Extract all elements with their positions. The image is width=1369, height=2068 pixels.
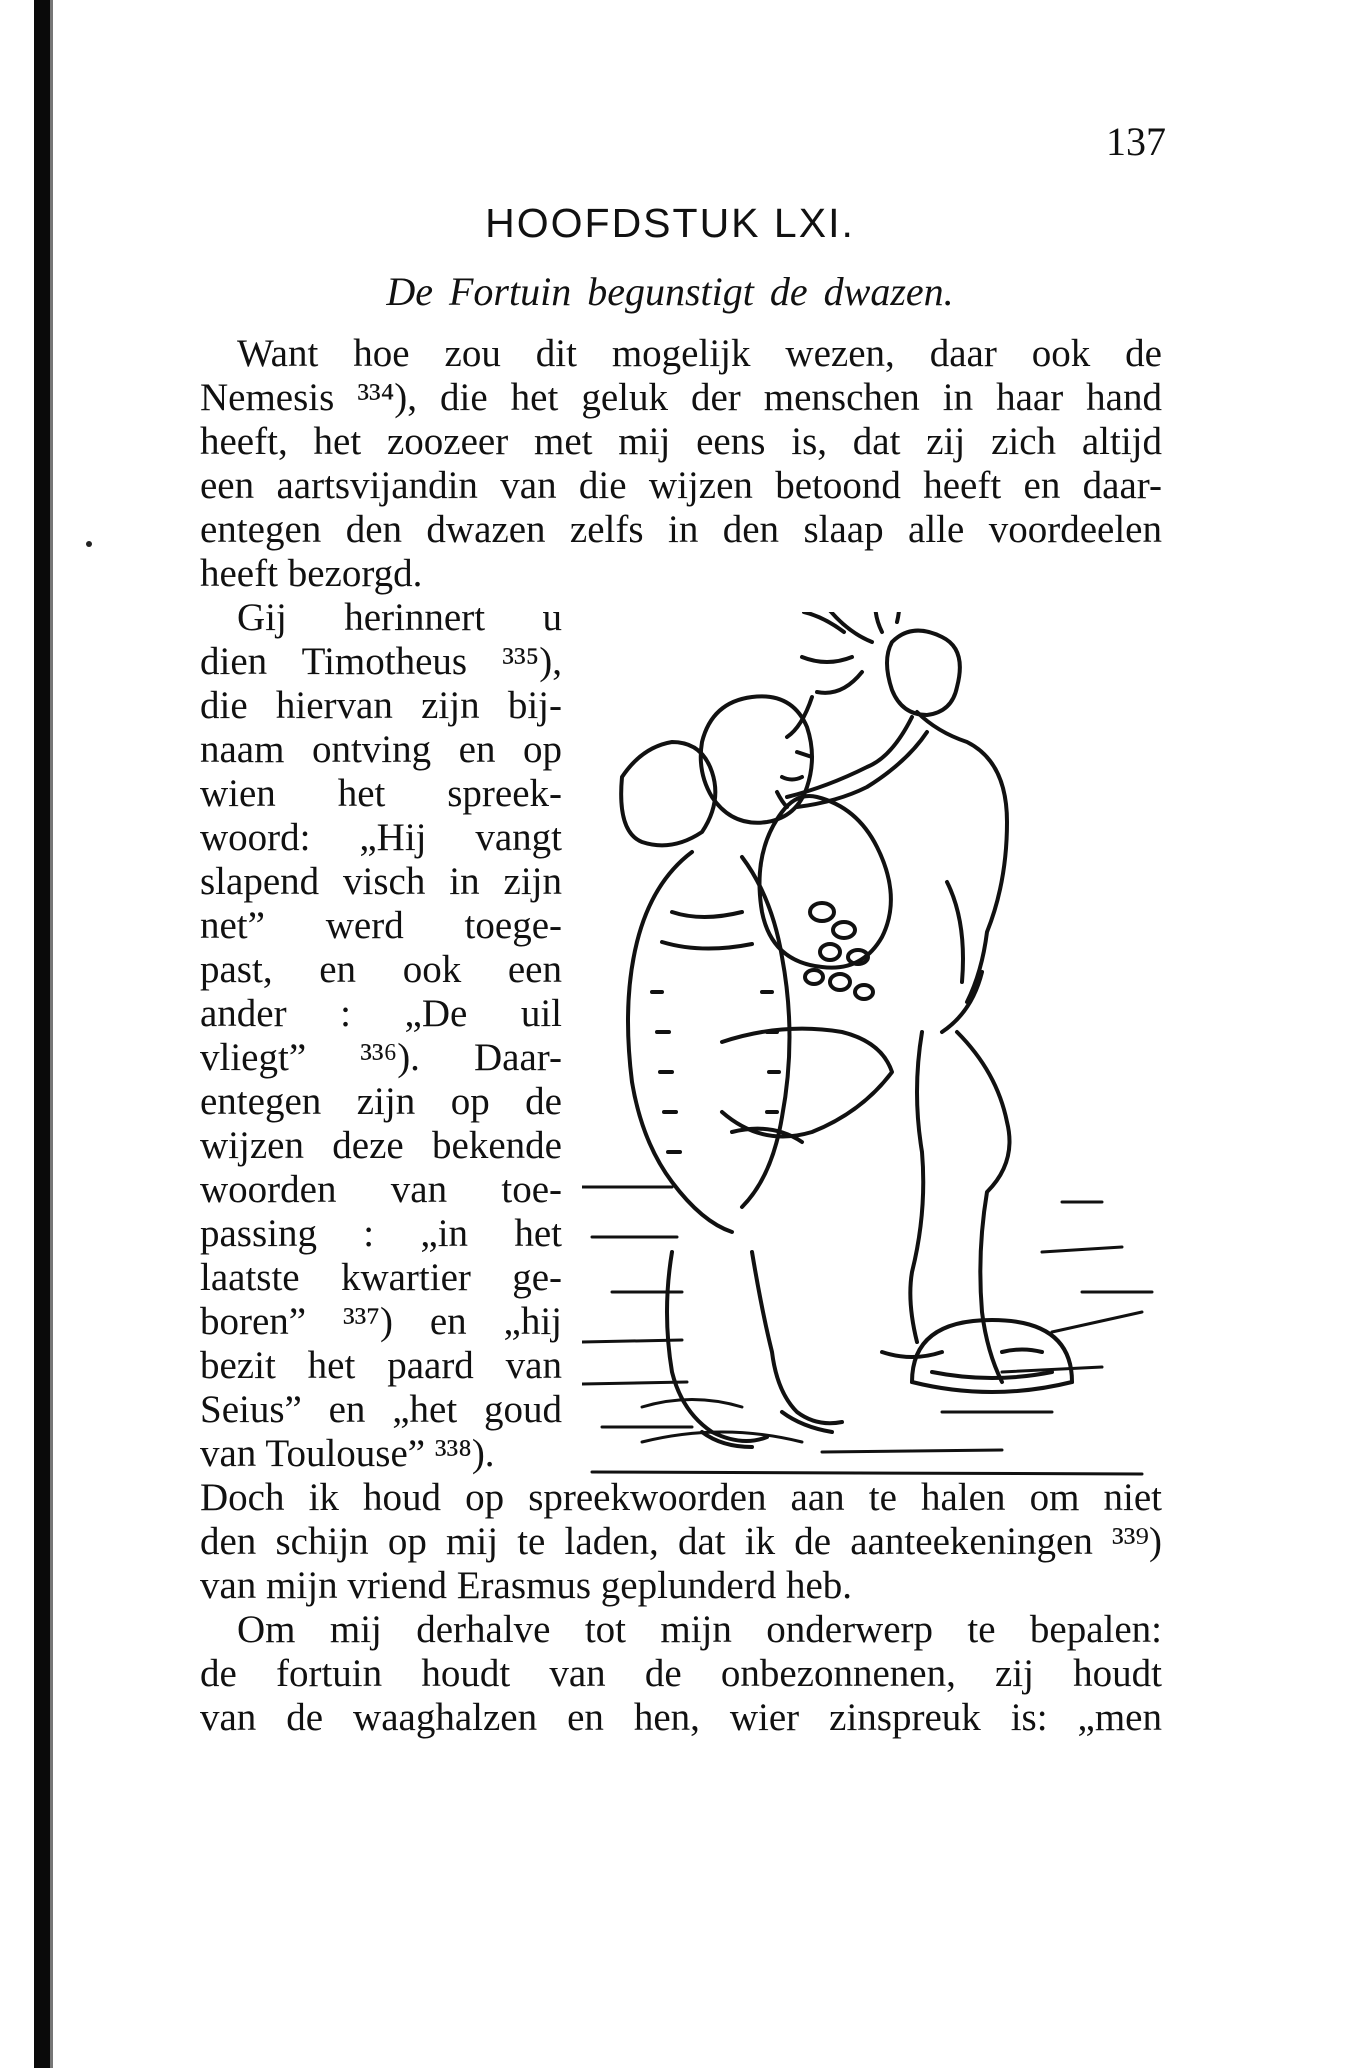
text-line: wijzen deze bekende	[200, 1124, 562, 1167]
text-line: heeft, het zoozeer met mij eens is, dat zij zich altijd	[200, 420, 1162, 463]
text-line: boren” ³³⁷) en „hij	[200, 1300, 562, 1343]
text-line: wien het spreek-	[200, 772, 562, 815]
page-number: 137	[1106, 119, 1166, 164]
text-line: Gij herinnert u	[237, 596, 562, 639]
woodcut-illustration	[582, 612, 1162, 1496]
text-line: heeft bezorgd.	[200, 552, 423, 595]
text-line: slapend visch in zijn	[200, 860, 562, 903]
fortuna-figure	[787, 612, 1042, 1382]
text-line: woorden van toe-	[200, 1168, 562, 1211]
text-line: de fortuin houdt van de onbezonnenen, zij houdt	[200, 1652, 1162, 1695]
text-line: dien Timotheus ³³⁵),	[200, 640, 562, 683]
text-line: laatste kwartier ge-	[200, 1256, 562, 1299]
text-line: die hiervan zijn bij-	[200, 684, 562, 727]
text-line: woord: „Hij vangt	[200, 816, 562, 859]
text-line: van mijn vriend Erasmus geplunderd heb.	[200, 1564, 853, 1607]
text-line: Want hoe zou dit mogelijk wezen, daar ook de	[237, 332, 1162, 375]
text-line: van de waaghalzen en hen, wier zinspreuk is: „men	[200, 1696, 1162, 1739]
text-line: naam ontving en op	[200, 728, 562, 771]
text-line: entegen zijn op de	[200, 1080, 562, 1123]
text-line: passing : „in het	[200, 1212, 562, 1255]
text-line: net” werd toege-	[200, 904, 562, 947]
spine-shadow	[50, 0, 53, 2068]
text-line: Om mij derhalve tot mijn onderwerp te bepalen:	[237, 1608, 1162, 1651]
moneybag-and-coins	[760, 796, 891, 999]
fool-figure	[621, 696, 892, 1447]
text-line: van Toulouse” ³³⁸).	[200, 1432, 495, 1475]
chapter-heading: HOOFDSTUK LXI.	[485, 200, 855, 246]
text-line: een aartsvijandin van die wijzen betoond heeft en daar-	[200, 464, 1162, 507]
text-line: Doch ik houd op spreekwoorden aan te halen om niet	[200, 1476, 1162, 1519]
text-line: den schijn op mij te laden, dat ik de aanteekeningen ³³⁹)	[200, 1520, 1162, 1563]
text-line: vliegt” ³³⁶). Daar-	[200, 1036, 562, 1079]
text-line: ander : „De uil	[200, 992, 562, 1035]
text-line: entegen den dwazen zelfs in den slaap alle voordeelen	[200, 508, 1162, 551]
text-line: Nemesis ³³⁴), die het geluk der menschen in haar hand	[200, 376, 1162, 419]
margin-mark	[86, 541, 92, 547]
text-line: Seius” en „het goud	[200, 1388, 562, 1431]
chapter-subtitle: De Fortuin begunstigt de dwazen.	[386, 269, 954, 314]
text-line: bezit het paard van	[200, 1344, 562, 1387]
text-line: past, en ook een	[200, 948, 562, 991]
book-spine-edge	[34, 0, 50, 2068]
